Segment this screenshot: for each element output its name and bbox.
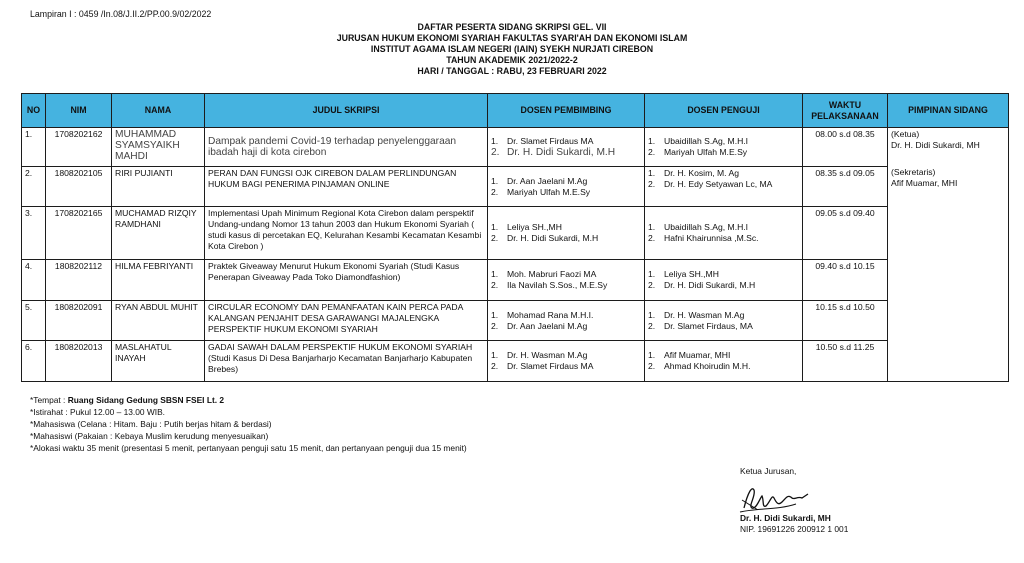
penguji-name: Dr. H. Edy Setyawan Lc, MA <box>664 179 773 189</box>
cell-nim: 1808202091 <box>46 301 112 341</box>
cell-no: 1. <box>22 128 46 167</box>
note-tempat-value: Ruang Sidang Gedung SBSN FSEI Lt. 2 <box>67 395 225 405</box>
cell-judul: GADAI SAWAH DALAM PERSPEKTIF HUKUM EKONOMI SYARIAH (Studi Kasus Di Desa Banjarharjo Kecamatan Banjarharjo Kabupaten Brebes) <box>205 341 488 382</box>
table-header-row <box>22 94 1009 128</box>
pembimbing-name: Moh. Mabruri Faozi MA <box>507 269 597 279</box>
cell-no: 5. <box>22 301 46 341</box>
cell-no: 4. <box>22 260 46 301</box>
cell-waktu: 10.15 s.d 10.50 <box>803 301 888 341</box>
cell-no: 3. <box>22 207 46 260</box>
cell-judul: PERAN DAN FUNGSI OJK CIREBON DALAM PERLINDUNGAN HUKUM BAGI PENERIMA PINJAMAN ONLINE <box>205 167 488 207</box>
cell-pimpinan <box>888 128 1009 382</box>
pembimbing-name: Leliya SH.,MH <box>507 222 562 232</box>
heading-line: DAFTAR PESERTA SIDANG SKRIPSI GEL. VII <box>417 22 607 32</box>
table-row <box>22 341 1009 382</box>
pembimbing-name: Dr. Slamet Firdaus MA <box>507 136 594 146</box>
cell-pembimbing: 1. Leliya SH.,MH 2. Dr. H. Didi Sukardi, M.H <box>488 207 645 260</box>
cell-penguji: 1. Leliya SH.,MH 2. Dr. H. Didi Sukardi, M.H <box>645 260 803 301</box>
note-tempat-prefix: *Tempat : <box>30 395 68 405</box>
cell-waktu: 09.05 s.d 09.40 <box>803 207 888 260</box>
note-tempat <box>30 394 467 406</box>
pembimbing-name: Ila Navilah S.Sos., M.E.Sy <box>507 280 608 290</box>
signature-name: Dr. H. Didi Sukardi, MH <box>740 513 831 523</box>
penguji-name: Mariyah Ulfah M.E.Sy <box>664 147 748 157</box>
cell-pembimbing: 1. Dr. Slamet Firdaus MA 2. Dr. H. Didi Sukardi, M.H <box>488 128 645 167</box>
table-row <box>22 207 1009 260</box>
cell-pembimbing: 1. Moh. Mabruri Faozi MA 2. Ila Navilah S.Sos., M.E.Sy <box>488 260 645 301</box>
participants-table <box>21 93 1009 382</box>
penguji-name: Dr. Slamet Firdaus, MA <box>664 320 753 331</box>
col-header-judul: JUDUL SKRIPSI <box>205 94 488 128</box>
note-mahasiswi: *Mahasiswi (Pakaian : Kebaya Muslim kerudung menyesuaikan) <box>30 431 269 441</box>
heading-line: HARI / TANGGAL : RABU, 23 FEBRUARI 2022 <box>417 66 607 76</box>
signature-nip: NIP. 19691226 200912 1 001 <box>740 524 849 534</box>
cell-nama: MUHAMMAD SYAMSYAIKH MAHDI <box>112 128 205 167</box>
penguji-name: Leliya SH.,MH <box>664 269 719 279</box>
cell-waktu: 08.35 s.d 09.05 <box>803 167 888 207</box>
penguji-name: Ubaidillah S.Ag, M.H.I <box>664 222 749 232</box>
pembimbing-name: Dr. H. Didi Sukardi, M.H <box>507 147 616 158</box>
col-header-penguji: DOSEN PENGUJI <box>645 94 803 128</box>
cell-judul: CIRCULAR ECONOMY DAN PEMANFAATAN KAIN PERCA PADA KALANGAN PENJAHIT DESA GARAWANGI MAJALENGKA PERSPEKTIF HUKUM EKONOMI SYARIAH <box>205 301 488 341</box>
penguji-name: Ubaidillah S.Ag, M.H.I <box>664 136 749 146</box>
cell-waktu: 08.00 s.d 08.35 <box>803 128 888 167</box>
penguji-name: Ahmad Khoirudin M.H. <box>664 361 751 371</box>
cell-nama: RIRI PUJIANTI <box>112 167 205 207</box>
heading-line: TAHUN AKADEMIK 2021/2022-2 <box>446 55 578 65</box>
handwritten-signature <box>738 480 818 516</box>
cell-no: 2. <box>22 167 46 207</box>
col-header-nama: NAMA <box>112 94 205 128</box>
cell-nim: 1708202162 <box>46 128 112 167</box>
cell-nim: 1808202105 <box>46 167 112 207</box>
cell-penguji: 1. Dr. H. Wasman M.Ag 2. Dr. Slamet Firdaus, MA <box>645 301 803 341</box>
note-alokasi: *Alokasi waktu 35 menit (presentasi 5 menit, pertanyaan penguji satu 15 menit, dan pertanyaan penguji dua 15 menit) <box>30 443 467 453</box>
cell-nim: 1808202112 <box>46 260 112 301</box>
cell-penguji: 1. Dr. H. Kosim, M. Ag 2. Dr. H. Edy Setyawan Lc, MA <box>645 167 803 207</box>
lampiran-reference: Lampiran I : 0459 /In.08/J.II.2/PP.00.9/02/2022 <box>30 9 212 19</box>
cell-judul: Praktek Giveaway Menurut Hukum Ekonomi Syariah (Studi Kasus Penerapan Giveaway Pada Toko Diamondfashion) <box>205 260 488 301</box>
cell-pembimbing: 1. Dr. H. Wasman M.Ag 2. Dr. Slamet Firdaus MA <box>488 341 645 382</box>
notes-block <box>30 394 467 454</box>
cell-waktu: 09.40 s.d 10.15 <box>803 260 888 301</box>
cell-nim: 1808202013 <box>46 341 112 382</box>
cell-penguji: 1. Ubaidillah S.Ag, M.H.I 2. Hafni Khairunnisa ,M.Sc. <box>645 207 803 260</box>
pembimbing-name: Dr. Aan Jaelani M.Ag <box>507 320 588 331</box>
cell-nim: 1708202165 <box>46 207 112 260</box>
pembimbing-name: Mohamad Rana M.H.I. <box>507 309 594 320</box>
col-header-pembimbing: DOSEN PEMBIMBING <box>488 94 645 128</box>
note-istirahat: *Istirahat : Pukul 12.00 – 13.00 WIB. <box>30 407 166 417</box>
cell-no: 6. <box>22 341 46 382</box>
cell-nama: HILMA FEBRIYANTI <box>112 260 205 301</box>
table-row <box>22 260 1009 301</box>
ketua-label: (Ketua) <box>891 129 920 139</box>
col-header-nim: NIM <box>46 94 112 128</box>
cell-penguji: 1. Afif Muamar, MHI 2. Ahmad Khoirudin M.H. <box>645 341 803 382</box>
cell-penguji: 1. Ubaidillah S.Ag, M.H.I 2. Mariyah Ulfah M.E.Sy <box>645 128 803 167</box>
pembimbing-name: Dr. H. Wasman M.Ag <box>507 350 588 360</box>
heading-line: JURUSAN HUKUM EKONOMI SYARIAH FAKULTAS SYARI'AH DAN EKONOMI ISLAM <box>336 33 688 43</box>
cell-nama: MUCHAMAD RIZQIY RAMDHANI <box>112 207 205 260</box>
ketua-name: Dr. H. Didi Sukardi, MH <box>891 140 980 150</box>
note-mahasiswa: *Mahasiswa (Celana : Hitam. Baju : Putih berjas hitam & berdasi) <box>30 419 272 429</box>
cell-nama: RYAN ABDUL MUHIT <box>112 301 205 341</box>
table-row <box>22 167 1009 207</box>
col-header-waktu: WAKTU PELAKSANAAN <box>803 94 888 128</box>
col-header-pimpinan: PIMPINAN SIDANG <box>888 94 1009 128</box>
penguji-name: Hafni Khairunnisa ,M.Sc. <box>664 233 759 243</box>
heading-line: INSTITUT AGAMA ISLAM NEGERI (IAIN) SYEKH NURJATI CIREBON <box>370 44 654 54</box>
cell-waktu: 10.50 s.d 11.25 <box>803 341 888 382</box>
signature-title: Ketua Jurusan, <box>740 466 797 476</box>
sekretaris-name: Afif Muamar, MHI <box>891 178 958 188</box>
pembimbing-name: Dr. Aan Jaelani M.Ag <box>507 175 588 186</box>
col-header-no: NO <box>22 94 46 128</box>
penguji-name: Dr. H. Kosim, M. Ag <box>664 168 739 178</box>
pembimbing-name: Mariyah Ulfah M.E.Sy <box>507 186 591 197</box>
penguji-name: Dr. H. Didi Sukardi, M.H <box>664 280 756 290</box>
cell-judul: Dampak pandemi Covid-19 terhadap penyelenggaraan ibadah haji di kota cirebon <box>205 128 488 167</box>
pembimbing-name: Dr. Slamet Firdaus MA <box>507 361 594 371</box>
document-heading <box>0 22 1024 77</box>
penguji-name: Afif Muamar, MHI <box>664 350 731 360</box>
cell-pembimbing: 1. Dr. Aan Jaelani M.Ag 2. Mariyah Ulfah M.E.Sy <box>488 167 645 207</box>
cell-pembimbing: 1. Mohamad Rana M.H.I. 2. Dr. Aan Jaelani M.Ag <box>488 301 645 341</box>
cell-judul: Implementasi Upah Minimum Regional Kota Cirebon dalam perspektif Undang-undang Nomor 13 tahun 2003 dan Hukum Ekonomi Syariah ( studi kasus di percetakan EQ, Kelurahan Kesambi Kecamatan Kesambi Kota Cirebon ) <box>205 207 488 260</box>
table-row <box>22 301 1009 341</box>
table-row <box>22 128 1009 167</box>
penguji-name: Dr. H. Wasman M.Ag <box>664 309 745 320</box>
sekretaris-label: (Sekretaris) <box>891 167 936 177</box>
pembimbing-name: Dr. H. Didi Sukardi, M.H <box>507 233 599 243</box>
cell-nama: MASLAHATUL INAYAH <box>112 341 205 382</box>
